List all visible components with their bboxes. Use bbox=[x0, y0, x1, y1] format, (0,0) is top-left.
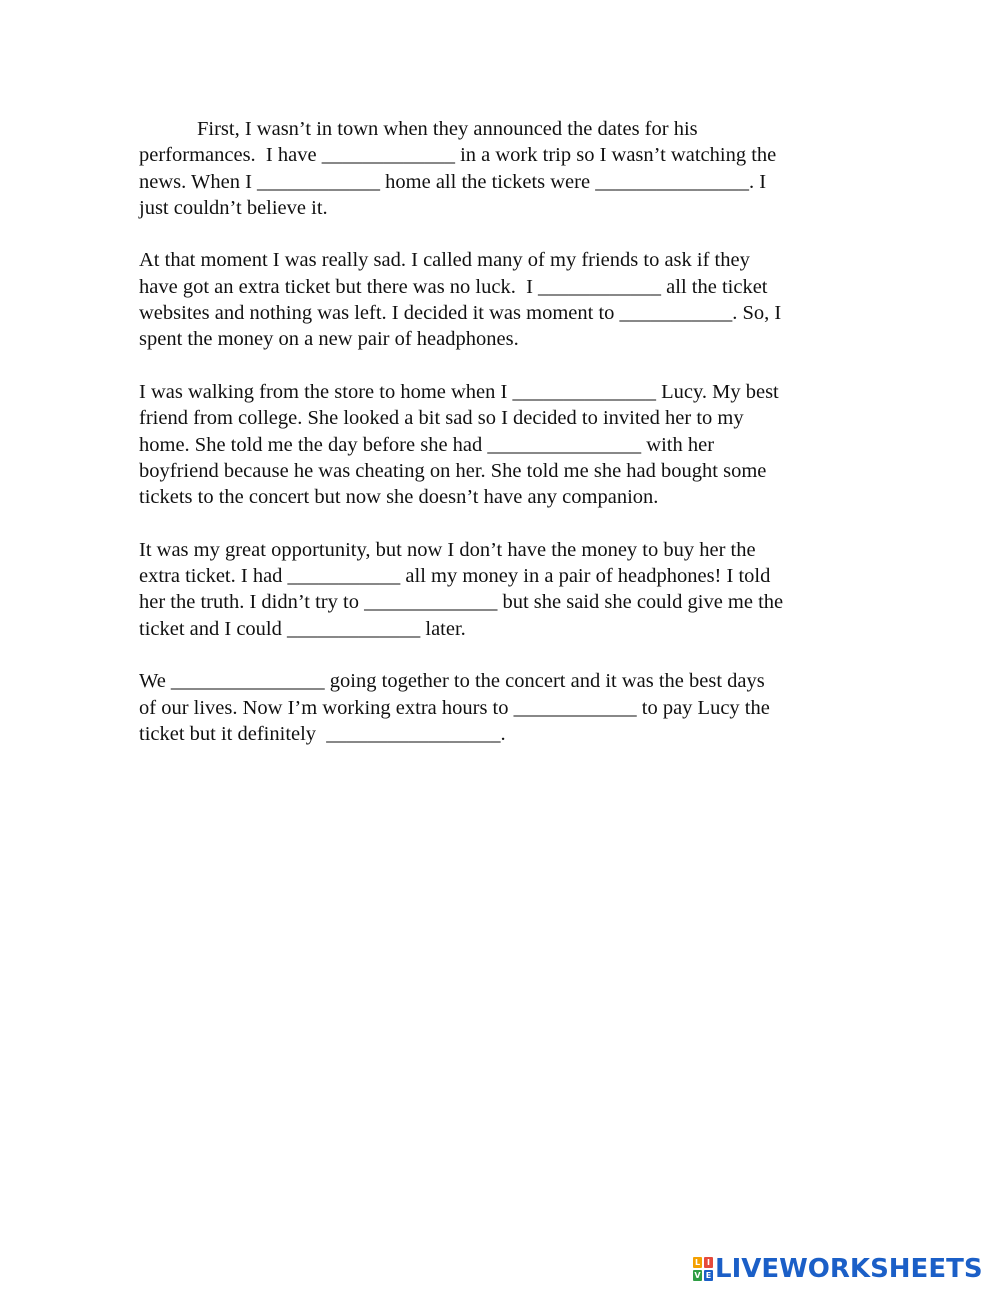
worksheet-text bbox=[139, 116, 879, 747]
text-line: I was walking from the store to home when I ______________ Lucy. My best bbox=[139, 380, 779, 403]
text-line: websites and nothing was left. I decided it was moment to ___________. So, I bbox=[139, 302, 782, 325]
liveworksheets-brand bbox=[693, 1254, 983, 1284]
paragraph-2 bbox=[139, 247, 879, 352]
paragraph-gap bbox=[139, 642, 879, 668]
text-line: ticket and I could _____________ later. bbox=[139, 617, 466, 640]
text-line: friend from college. She looked a bit sad so I decided to invited her to my bbox=[139, 407, 744, 430]
text-line: spent the money on a new pair of headphones. bbox=[139, 328, 519, 351]
logo-tile: L bbox=[694, 1257, 701, 1267]
liveworksheets-logo-icon bbox=[693, 1257, 713, 1281]
text-line: tickets to the concert but now she doesn’t have any companion. bbox=[139, 486, 659, 509]
logo-tile: V bbox=[694, 1270, 701, 1280]
paragraph-gap bbox=[139, 510, 879, 536]
text-line: It was my great opportunity, but now I don’t have the money to buy her the bbox=[139, 538, 756, 561]
brand-name: LIVEWORKSHEETS bbox=[715, 1254, 983, 1284]
text-line: ticket but it definitely _________________. bbox=[139, 722, 506, 745]
text-line: of our lives. Now I’m working extra hours to ____________ to pay Lucy the bbox=[139, 696, 770, 719]
text-line: At that moment I was really sad. I called many of my friends to ask if they bbox=[139, 249, 750, 272]
paragraph-1 bbox=[139, 116, 879, 221]
paragraph-3 bbox=[139, 379, 879, 510]
text-line: We _______________ going together to the concert and it was the best days bbox=[139, 670, 765, 693]
text-line: home. She told me the day before she had _______________ with her bbox=[139, 433, 715, 456]
logo-tile: E bbox=[705, 1270, 712, 1280]
paragraph-gap bbox=[139, 353, 879, 379]
text-line: just couldn’t believe it. bbox=[139, 196, 328, 219]
logo-tile: I bbox=[704, 1257, 713, 1268]
text-line: extra ticket. I had ___________ all my money in a pair of headphones! I told bbox=[139, 565, 771, 588]
text-line: performances. I have _____________ in a work trip so I wasn’t watching the bbox=[139, 144, 777, 167]
text-line: First, I wasn’t in town when they announced the dates for his bbox=[197, 118, 698, 140]
paragraph-4 bbox=[139, 537, 879, 642]
paragraph-5 bbox=[139, 668, 879, 747]
text-line: news. When I ____________ home all the tickets were _______________. I bbox=[139, 170, 767, 193]
text-line: have got an extra ticket but there was no luck. I ____________ all the ticket bbox=[139, 275, 768, 298]
text-line: boyfriend because he was cheating on her. She told me she had bought some bbox=[139, 459, 767, 482]
paragraph-gap bbox=[139, 221, 879, 247]
text-line: her the truth. I didn’t try to _____________ but she said she could give me the bbox=[139, 591, 784, 614]
